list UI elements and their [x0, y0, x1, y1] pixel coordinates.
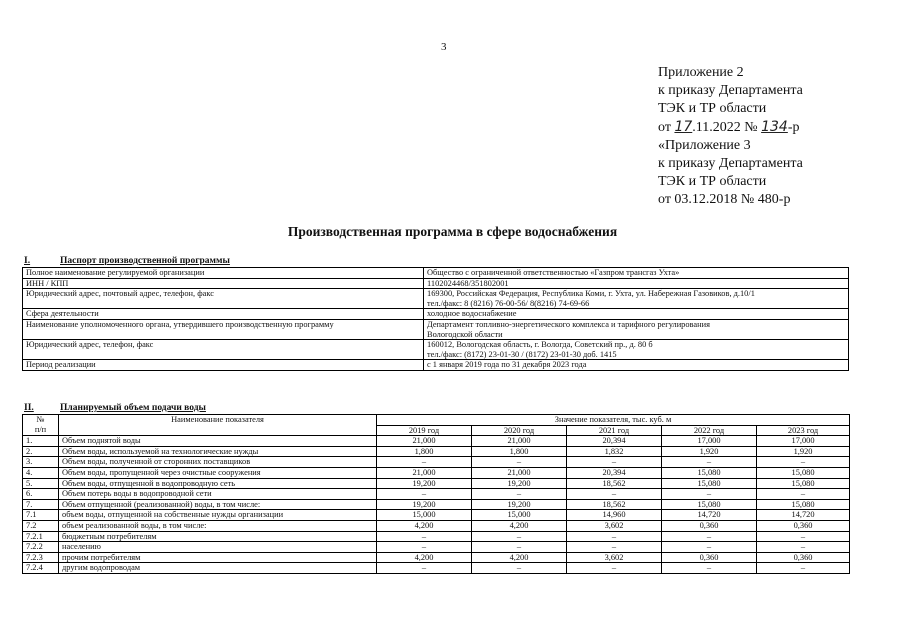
row-value: –: [567, 542, 662, 553]
row-number: 7.2.4: [23, 563, 59, 574]
passport-label: Юридический адрес, телефон, факс: [23, 340, 424, 360]
appendix-order-line: [658, 118, 803, 137]
row-indicator-name: другим водопроводам: [59, 563, 377, 574]
appendix-line: к приказу Департамента: [658, 156, 803, 171]
row-value: 19,200: [472, 478, 567, 489]
section-title: Паспорт производственной программы: [60, 256, 230, 266]
table-row: [23, 478, 850, 489]
row-value: 15,080: [757, 499, 850, 510]
row-value: 0,360: [662, 520, 757, 531]
passport-value: [424, 278, 849, 289]
appendix-line: ТЭК и ТР области: [658, 174, 767, 189]
row-indicator-name: Объем воды, отпущенной в водопроводную сеть: [59, 478, 377, 489]
order-suffix: -р: [787, 120, 800, 135]
table-row: [23, 309, 849, 320]
passport-value: [424, 289, 849, 309]
row-value: –: [757, 489, 850, 500]
row-indicator-name: объем реализованной воды, в том числе:: [59, 520, 377, 531]
handwritten-order-number: 134: [761, 119, 788, 135]
table-row: [23, 360, 849, 371]
row-value: –: [757, 531, 850, 542]
passport-value-line: 169300, Российская Федерация, Республика Коми, г. Ухта, ул. Набережная Газовиков, д.10/1: [427, 289, 755, 299]
row-value: 17,000: [662, 436, 757, 447]
table-row: [23, 542, 850, 553]
row-value: 14,960: [567, 510, 662, 521]
row-value: 21,000: [472, 467, 567, 478]
passport-value-line: тел./факс: (8172) 23-01-30 / (8172) 23-01-30 доб. 1415: [427, 349, 617, 359]
row-value: 15,080: [757, 467, 850, 478]
row-value: –: [757, 542, 850, 553]
table-row: [23, 520, 850, 531]
section-2-heading: [24, 403, 206, 413]
table-row: [23, 499, 850, 510]
order-mid: .11.2022 №: [692, 120, 762, 135]
table-row: [23, 268, 849, 279]
row-value: –: [662, 531, 757, 542]
column-header-year: 2019 год: [377, 425, 472, 436]
row-value: 4,200: [377, 552, 472, 563]
row-value: 20,394: [567, 467, 662, 478]
row-number: 7.: [23, 499, 59, 510]
row-indicator-name: Объем поднятой воды: [59, 436, 377, 447]
row-value: 4,200: [377, 520, 472, 531]
row-value: –: [377, 542, 472, 553]
row-value: –: [377, 457, 472, 468]
column-header-year: 2023 год: [757, 425, 850, 436]
row-number: 7.2.2: [23, 542, 59, 553]
row-number: 3.: [23, 457, 59, 468]
passport-label: Сфера деятельности: [23, 309, 424, 320]
row-value: –: [662, 457, 757, 468]
table-row: [23, 552, 850, 563]
row-value: 15,080: [662, 467, 757, 478]
document-title: Производственная программа в сфере водоснабжения: [287, 224, 618, 239]
table-row: [23, 457, 850, 468]
row-value: 15,000: [377, 510, 472, 521]
page-number: 3: [441, 41, 447, 53]
passport-value: [424, 340, 849, 360]
passport-value-line: с 1 января 2019 года по 31 декабря 2023 года: [427, 360, 587, 370]
row-value: –: [662, 542, 757, 553]
handwritten-order-day: 17: [674, 119, 693, 135]
passport-label: ИНН / КПП: [23, 278, 424, 289]
row-value: 19,200: [377, 499, 472, 510]
section-1-heading: [24, 256, 230, 266]
row-indicator-name: населению: [59, 542, 377, 553]
passport-label: Период реализации: [23, 360, 424, 371]
row-value: 0,360: [662, 552, 757, 563]
table-header-row: [23, 415, 850, 426]
table-row: [23, 467, 850, 478]
row-value: –: [567, 457, 662, 468]
passport-label: Полное наименование регулируемой организации: [23, 268, 424, 279]
row-value: 1,800: [377, 446, 472, 457]
column-header-name: Наименование показателя: [59, 415, 377, 436]
passport-label: Наименование уполномоченного органа, утвердившего производственную программу: [23, 319, 424, 339]
appendix-line: ТЭК и ТР области: [658, 101, 767, 116]
passport-value: [424, 268, 849, 279]
row-value: 19,200: [472, 499, 567, 510]
row-value: –: [662, 563, 757, 574]
row-value: 17,000: [757, 436, 850, 447]
row-value: 14,720: [757, 510, 850, 521]
section-number: I.: [24, 256, 31, 266]
table-row: [23, 340, 849, 360]
row-indicator-name: Объем воды, пропущенной через очистные сооружения: [59, 467, 377, 478]
row-value: 1,800: [472, 446, 567, 457]
passport-value-line: тел./факс: 8 (8216) 76-00-56/ 8(8216) 74-69-66: [427, 298, 590, 308]
row-value: 4,200: [472, 552, 567, 563]
row-value: 0,360: [757, 520, 850, 531]
table-row: [23, 278, 849, 289]
order-prefix: от: [658, 120, 675, 135]
row-value: –: [377, 531, 472, 542]
table-row: [23, 531, 850, 542]
row-value: 1,920: [662, 446, 757, 457]
section-number: II.: [24, 403, 34, 413]
row-value: 19,200: [377, 478, 472, 489]
row-value: 15,000: [472, 510, 567, 521]
row-value: 3,602: [567, 520, 662, 531]
row-value: –: [567, 563, 662, 574]
row-value: 18,562: [567, 499, 662, 510]
table-row: [23, 446, 850, 457]
passport-value-line: холодное водоснабжение: [427, 309, 517, 319]
row-number: 7.1: [23, 510, 59, 521]
row-value: –: [472, 457, 567, 468]
row-value: –: [377, 489, 472, 500]
row-value: 15,080: [757, 478, 850, 489]
row-indicator-name: Объем воды, полученной от сторонних поставщиков: [59, 457, 377, 468]
row-indicator-name: объем воды, отпущенной на собственные нужды организации: [59, 510, 377, 521]
row-value: 1,920: [757, 446, 850, 457]
row-value: 14,720: [662, 510, 757, 521]
row-value: 1,832: [567, 446, 662, 457]
row-value: 4,200: [472, 520, 567, 531]
column-group-header: Значение показателя, тыс. куб. м: [377, 415, 850, 426]
row-number: 7.2.3: [23, 552, 59, 563]
appendix-header: [658, 64, 803, 209]
row-value: 18,562: [567, 478, 662, 489]
row-value: 21,000: [377, 436, 472, 447]
appendix-line: от 03.12.2018 № 480-р: [658, 192, 791, 207]
table-row: [23, 319, 849, 339]
row-indicator-name: Объем воды, используемой на технологические нужды: [59, 446, 377, 457]
passport-table: [22, 267, 849, 371]
passport-value-line: Общество с ограниченной ответственностью «Газпром трансгаз Ухта»: [427, 268, 680, 277]
column-header-year: 2022 год: [662, 425, 757, 436]
row-value: –: [472, 489, 567, 500]
appendix-line: к приказу Департамента: [658, 83, 803, 98]
row-number: 7.2.1: [23, 531, 59, 542]
row-indicator-name: прочим потребителям: [59, 552, 377, 563]
row-number: 4.: [23, 467, 59, 478]
row-value: –: [757, 563, 850, 574]
passport-value: [424, 319, 849, 339]
row-indicator-name: бюджетным потребителям: [59, 531, 377, 542]
passport-value-line: Департамент топливно-энергетического комплекса и тарифного регулирования: [427, 319, 710, 329]
row-value: –: [472, 563, 567, 574]
column-header-number: № п/п: [23, 415, 59, 436]
passport-value-line: 1102024468/351802001: [427, 278, 509, 288]
section-title: Планируемый объем подачи воды: [60, 403, 206, 413]
row-value: –: [757, 457, 850, 468]
table-row: [23, 436, 850, 447]
appendix-line: Приложение 2: [658, 65, 744, 80]
row-value: 15,080: [662, 499, 757, 510]
appendix-line: «Приложение 3: [658, 138, 751, 153]
row-number: 6.: [23, 489, 59, 500]
row-value: 0,360: [757, 552, 850, 563]
row-indicator-name: Объем отпущенной (реализованной) воды, в том числе:: [59, 499, 377, 510]
column-header-year: 2021 год: [567, 425, 662, 436]
row-value: –: [567, 531, 662, 542]
table-row: [23, 489, 850, 500]
passport-value: [424, 309, 849, 320]
row-value: 15,080: [662, 478, 757, 489]
water-volume-table: [22, 414, 850, 574]
passport-value-line: Вологодской области: [427, 329, 503, 339]
passport-value-line: 160012, Вологодская область, г. Вологда, Советский пр., д. 80 б: [427, 340, 653, 350]
table-row: [23, 563, 850, 574]
table-row: [23, 289, 849, 309]
passport-value: [424, 360, 849, 371]
passport-label: Юридический адрес, почтовый адрес, телефон, факс: [23, 289, 424, 309]
row-value: –: [567, 489, 662, 500]
row-number: 5.: [23, 478, 59, 489]
row-number: 1.: [23, 436, 59, 447]
table-row: [23, 510, 850, 521]
row-value: –: [472, 542, 567, 553]
row-value: –: [377, 563, 472, 574]
row-value: 3,602: [567, 552, 662, 563]
column-header-year: 2020 год: [472, 425, 567, 436]
row-value: –: [662, 489, 757, 500]
row-value: 21,000: [472, 436, 567, 447]
row-number: 2.: [23, 446, 59, 457]
row-value: –: [472, 531, 567, 542]
row-number: 7.2: [23, 520, 59, 531]
row-indicator-name: Объем потерь воды в водопроводной сети: [59, 489, 377, 500]
row-value: 20,394: [567, 436, 662, 447]
row-value: 21,000: [377, 467, 472, 478]
